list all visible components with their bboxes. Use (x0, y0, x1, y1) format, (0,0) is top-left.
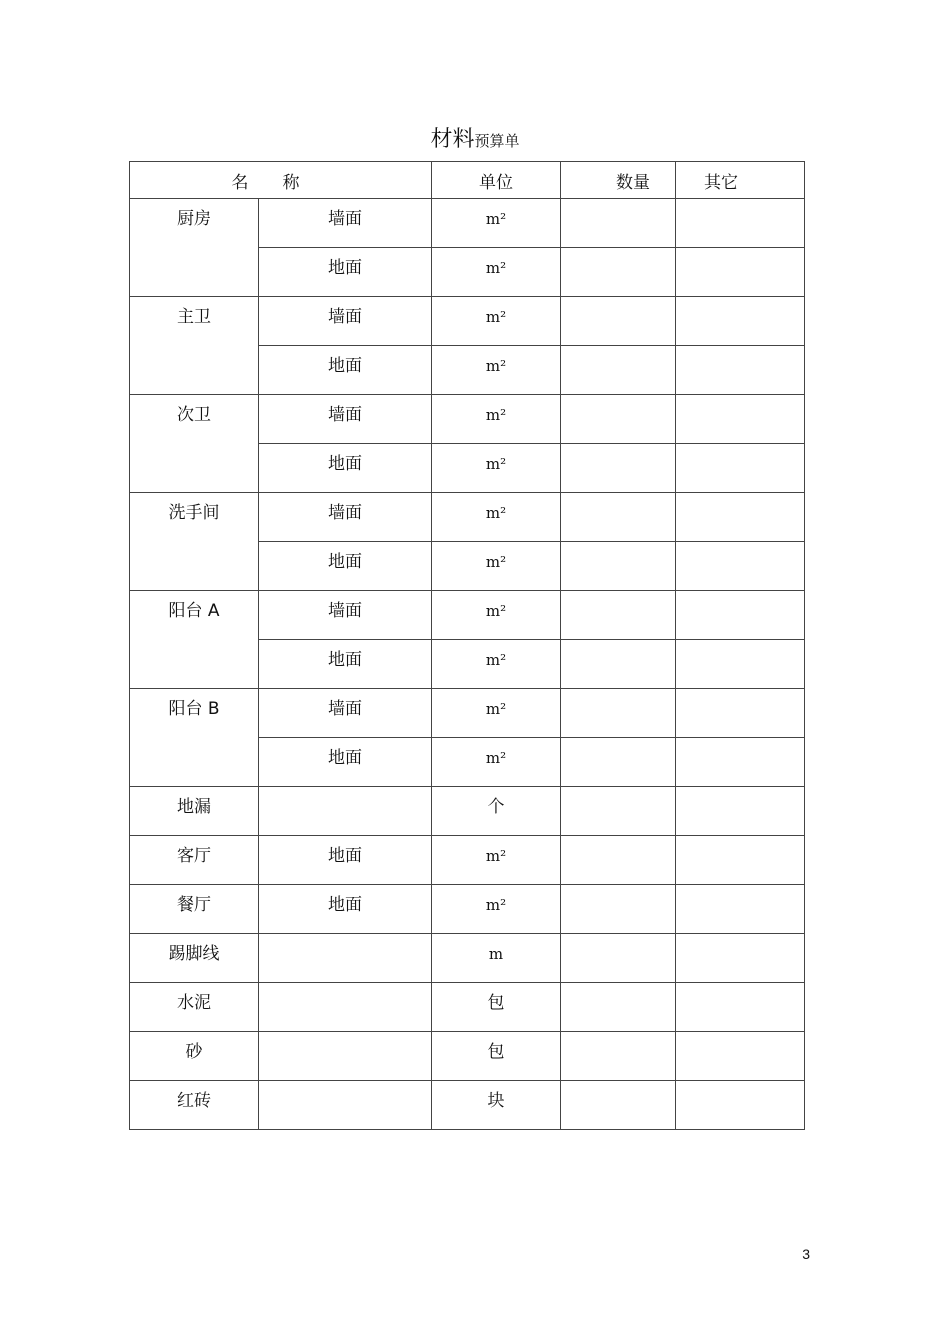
other-cell[interactable] (676, 885, 805, 934)
table-row (130, 591, 805, 640)
item-name-cell (130, 934, 259, 983)
table-row (130, 1081, 805, 1130)
item-sub-cell-text: 地面 (328, 650, 362, 670)
item-name-cell-text: 地漏 (177, 797, 211, 817)
unit-cell-text: m² (485, 553, 507, 571)
room-name-cell (130, 689, 259, 787)
unit-cell-text: m² (485, 651, 507, 669)
quantity-cell[interactable] (561, 1081, 676, 1130)
table-row (130, 787, 805, 836)
item-sub-cell (259, 346, 432, 395)
item-sub-cell-text (259, 983, 431, 993)
item-sub-cell (259, 885, 432, 934)
unit-cell (432, 346, 561, 395)
item-sub-cell (259, 787, 432, 836)
unit-cell-text: m² (485, 406, 507, 424)
item-sub-cell-text (259, 1081, 431, 1091)
item-sub-cell (259, 248, 432, 297)
room-name-cell-text: 厨房 (177, 209, 211, 229)
other-cell[interactable] (676, 934, 805, 983)
other-cell[interactable] (676, 444, 805, 493)
item-name-cell (130, 983, 259, 1032)
other-cell[interactable] (676, 1081, 805, 1130)
item-sub-cell (259, 1032, 432, 1081)
item-sub-cell (259, 738, 432, 787)
header-name: 名 称 (130, 162, 432, 199)
item-sub-cell (259, 542, 432, 591)
item-sub-cell (259, 395, 432, 444)
header-other: 其它 (676, 162, 805, 199)
item-sub-cell-text (259, 787, 431, 797)
room-name-cell-text: 洗手间 (168, 503, 220, 523)
other-cell[interactable] (676, 983, 805, 1032)
quantity-cell[interactable] (561, 199, 676, 248)
unit-cell-text: 个 (487, 797, 505, 817)
unit-cell (432, 1032, 561, 1081)
unit-cell-text: m² (485, 602, 507, 620)
item-sub-cell-text: 墙面 (328, 405, 362, 425)
table-row (130, 395, 805, 444)
unit-cell (432, 885, 561, 934)
item-sub-cell (259, 934, 432, 983)
item-name-cell-text: 红砖 (177, 1091, 211, 1111)
item-sub-cell (259, 983, 432, 1032)
item-sub-cell-text: 地面 (328, 895, 362, 915)
quantity-cell[interactable] (561, 444, 676, 493)
item-name-cell-text: 客厅 (177, 846, 211, 866)
item-sub-cell-text: 墙面 (328, 601, 362, 621)
item-name-cell-text: 水泥 (177, 993, 211, 1013)
other-cell[interactable] (676, 493, 805, 542)
room-name-cell-text: 阳台 B (168, 699, 220, 719)
materials-budget-table (129, 161, 805, 1130)
unit-cell (432, 591, 561, 640)
unit-cell-text: m² (485, 749, 507, 767)
item-sub-cell (259, 689, 432, 738)
item-name-cell-text: 砂 (185, 1042, 203, 1062)
table-row (130, 199, 805, 248)
unit-cell-text: m² (485, 308, 507, 326)
item-sub-cell (259, 591, 432, 640)
item-sub-cell-text: 墙面 (328, 307, 362, 327)
other-cell[interactable] (676, 738, 805, 787)
room-name-cell (130, 395, 259, 493)
unit-cell (432, 199, 561, 248)
unit-cell (432, 934, 561, 983)
item-sub-cell (259, 836, 432, 885)
page-title (0, 122, 950, 153)
item-sub-cell-text: 墙面 (328, 503, 362, 523)
room-name-cell (130, 297, 259, 395)
header-qty: 数量 (561, 162, 676, 199)
other-cell[interactable] (676, 787, 805, 836)
unit-cell (432, 297, 561, 346)
quantity-cell[interactable] (561, 885, 676, 934)
item-name-cell (130, 836, 259, 885)
other-cell[interactable] (676, 346, 805, 395)
room-name-cell (130, 493, 259, 591)
other-cell[interactable] (676, 836, 805, 885)
quantity-cell[interactable] (561, 346, 676, 395)
table-row (130, 1032, 805, 1081)
table-header-row (130, 162, 805, 199)
item-sub-cell-text: 地面 (328, 552, 362, 572)
item-sub-cell-text: 地面 (328, 258, 362, 278)
unit-cell-text: m² (485, 896, 507, 914)
room-name-cell-text: 阳台 A (168, 601, 220, 621)
item-sub-cell (259, 297, 432, 346)
quantity-cell[interactable] (561, 591, 676, 640)
unit-cell-text: m² (485, 700, 507, 718)
table-row (130, 934, 805, 983)
unit-cell-text: m² (485, 847, 507, 865)
quantity-cell[interactable] (561, 738, 676, 787)
other-cell[interactable] (676, 591, 805, 640)
header-unit: 单位 (432, 162, 561, 199)
room-name-cell-text: 次卫 (177, 405, 211, 425)
quantity-cell[interactable] (561, 983, 676, 1032)
other-cell[interactable] (676, 640, 805, 689)
room-name-cell (130, 591, 259, 689)
other-cell[interactable] (676, 1032, 805, 1081)
table-row (130, 493, 805, 542)
quantity-cell[interactable] (561, 836, 676, 885)
unit-cell (432, 493, 561, 542)
unit-cell (432, 248, 561, 297)
quantity-cell[interactable] (561, 542, 676, 591)
room-name-cell (130, 199, 259, 297)
other-cell[interactable] (676, 542, 805, 591)
quantity-cell[interactable] (561, 640, 676, 689)
unit-cell-text: m² (485, 259, 507, 277)
table-row (130, 836, 805, 885)
item-sub-cell-text: 地面 (328, 356, 362, 376)
quantity-cell[interactable] (561, 787, 676, 836)
item-name-cell (130, 1032, 259, 1081)
item-sub-cell-text: 墙面 (328, 209, 362, 229)
table-row (130, 885, 805, 934)
item-sub-cell-text (259, 934, 431, 944)
unit-cell (432, 444, 561, 493)
table-row (130, 297, 805, 346)
item-name-cell (130, 787, 259, 836)
item-sub-cell (259, 1081, 432, 1130)
item-name-cell-text: 餐厅 (177, 895, 211, 915)
table-row (130, 983, 805, 1032)
page-number: 3 (802, 1246, 810, 1262)
other-cell[interactable] (676, 199, 805, 248)
item-name-cell (130, 885, 259, 934)
quantity-cell[interactable] (561, 248, 676, 297)
item-sub-cell-text: 地面 (328, 454, 362, 474)
item-sub-cell (259, 493, 432, 542)
unit-cell-text: m (488, 945, 504, 963)
quantity-cell[interactable] (561, 493, 676, 542)
title-main: 材料 (430, 127, 475, 152)
unit-cell (432, 640, 561, 689)
item-sub-cell-text: 墙面 (328, 699, 362, 719)
title-suffix: 预算单 (474, 132, 520, 150)
other-cell[interactable] (676, 248, 805, 297)
unit-cell (432, 689, 561, 738)
unit-cell (432, 836, 561, 885)
other-cell[interactable] (676, 689, 805, 738)
item-sub-cell-text (259, 1032, 431, 1042)
unit-cell (432, 983, 561, 1032)
item-sub-cell (259, 199, 432, 248)
item-sub-cell-text: 地面 (328, 846, 362, 866)
other-cell[interactable] (676, 297, 805, 346)
quantity-cell[interactable] (561, 689, 676, 738)
quantity-cell[interactable] (561, 1032, 676, 1081)
quantity-cell[interactable] (561, 395, 676, 444)
unit-cell-text: m² (485, 504, 507, 522)
unit-cell (432, 787, 561, 836)
item-sub-cell (259, 640, 432, 689)
unit-cell (432, 542, 561, 591)
quantity-cell[interactable] (561, 934, 676, 983)
unit-cell (432, 1081, 561, 1130)
item-name-cell (130, 1081, 259, 1130)
item-sub-cell-text: 地面 (328, 748, 362, 768)
room-name-cell-text: 主卫 (177, 307, 211, 327)
unit-cell-text: 包 (487, 1042, 505, 1062)
unit-cell-text: 包 (487, 993, 505, 1013)
other-cell[interactable] (676, 395, 805, 444)
quantity-cell[interactable] (561, 297, 676, 346)
item-name-cell-text: 踢脚线 (168, 944, 220, 964)
unit-cell-text: m² (485, 357, 507, 375)
unit-cell-text: m² (485, 210, 507, 228)
unit-cell-text: m² (485, 455, 507, 473)
unit-cell-text: 块 (487, 1091, 505, 1111)
unit-cell (432, 738, 561, 787)
table-row (130, 689, 805, 738)
unit-cell (432, 395, 561, 444)
item-sub-cell (259, 444, 432, 493)
